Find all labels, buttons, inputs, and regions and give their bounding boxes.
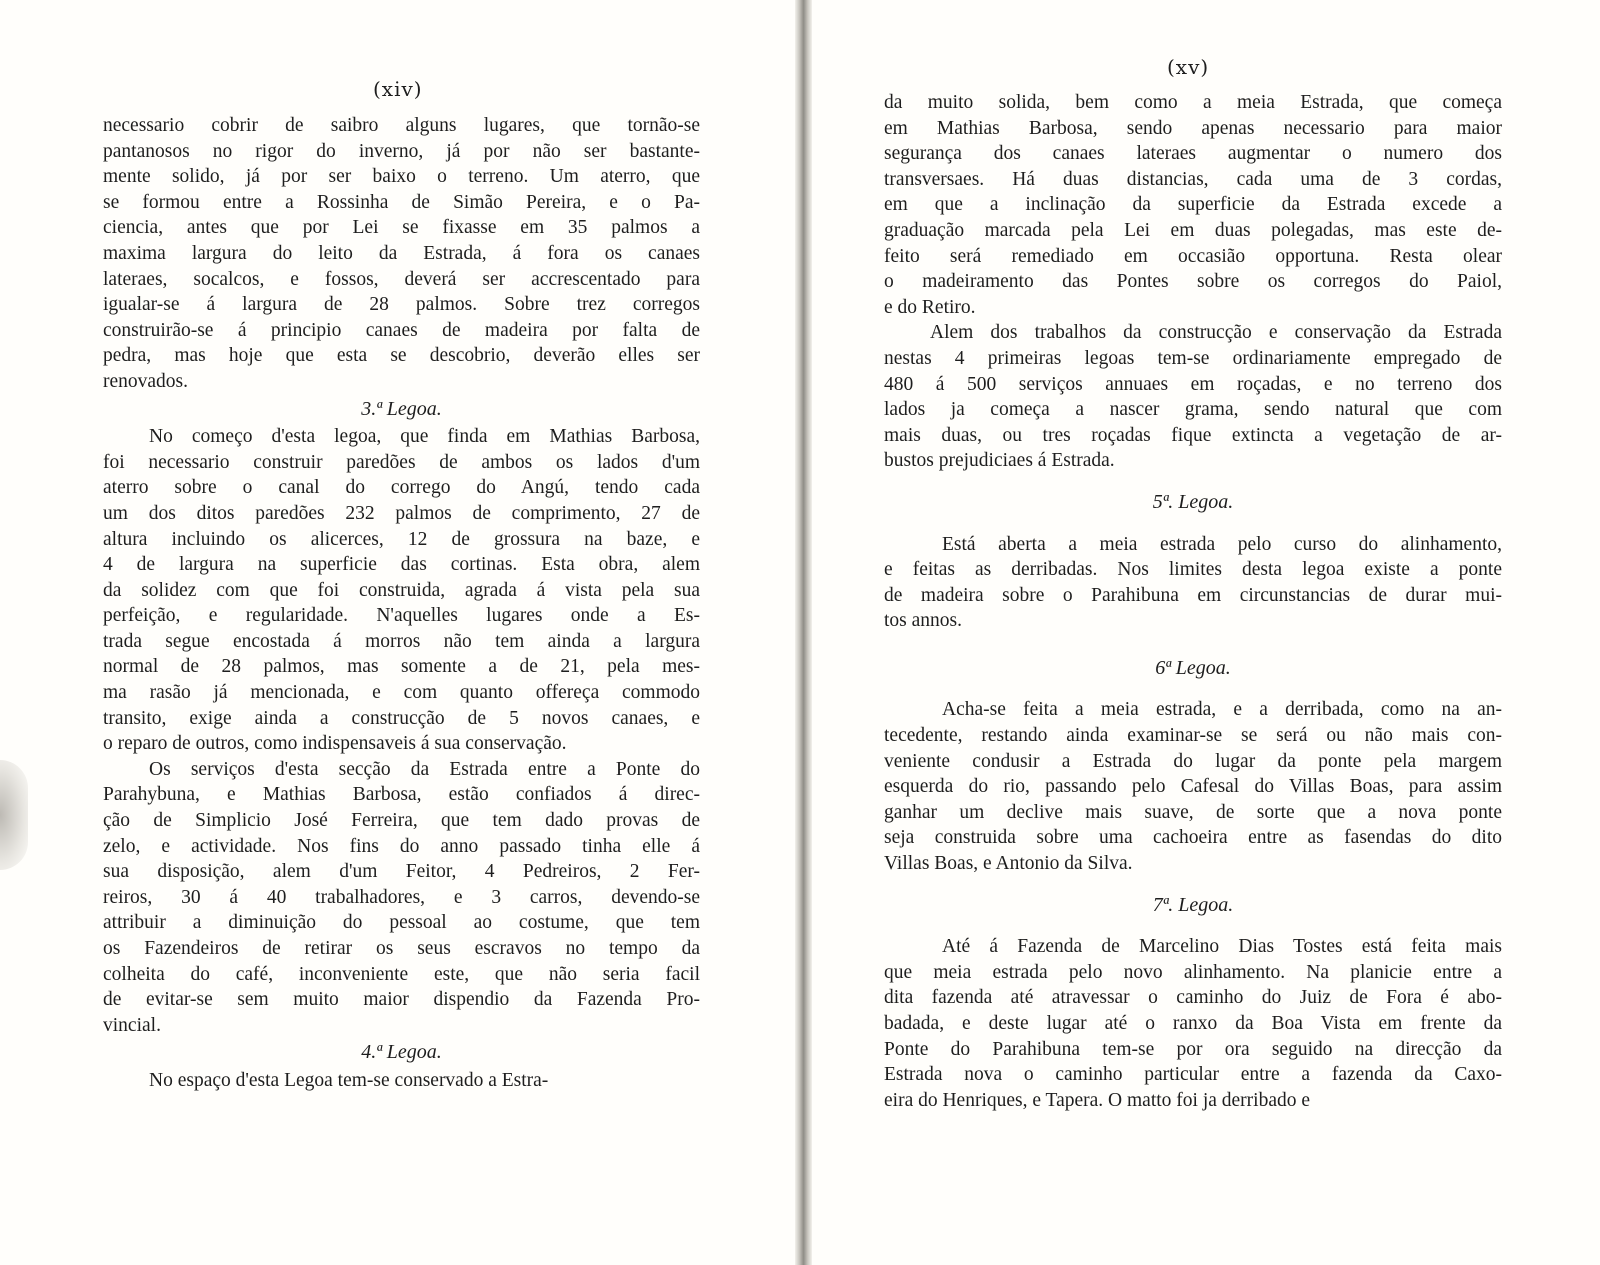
text-line: nestas 4 primeiras legoas tem-se ordinariamente empregado de: [884, 347, 1502, 369]
right-page-text: [884, 90, 1502, 1113]
right-page: [812, 0, 1600, 1265]
text-line: 4 de largura na superficie das cortinas. Esta obra, alem: [103, 554, 700, 576]
text-line: Os serviços d'esta secção da Estrada entre a Ponte do: [149, 758, 700, 780]
text-line: de evitar-se sem muito maior dispendio da Fazenda Pro-: [103, 989, 700, 1011]
text-line: igualar-se á largura de 28 palmos. Sobre trez corregos: [103, 294, 700, 316]
text-line: renovados.: [103, 370, 189, 392]
text-line: mais duas, ou tres roçadas fique extincta a vegetação de ar-: [884, 424, 1502, 446]
text-line: os Fazendeiros de retirar os seus escravos no tempo da: [103, 938, 700, 959]
text-line: feito será remediado em occasião opportuna. Resta olear: [884, 245, 1502, 267]
text-line: ção de Simplicio José Ferreira, que tem dado provas de: [103, 810, 700, 832]
section-heading: 5ª. Legoa.: [1152, 490, 1234, 513]
text-line: colheita do café, inconveniente este, que não seria facil: [103, 963, 700, 985]
text-line: necessario cobrir de saibro alguns lugares, que tornão-se: [103, 115, 700, 136]
text-line: Até á Fazenda de Marcelino Dias Tostes está feita mais: [942, 936, 1502, 958]
left-page-text: [103, 113, 700, 1094]
text-line: o madeiramento das Pontes sobre os corregos do Paiol,: [884, 271, 1502, 293]
left-page-number: (xiv): [373, 77, 423, 101]
text-line: vincial.: [103, 1014, 161, 1036]
text-line: pantanosos no rigor do inverno, já por não ser bastante-: [103, 140, 700, 162]
text-line: Está aberta a meia estrada pelo curso do alinhamento,: [942, 533, 1502, 555]
text-line: de madeira sobre o Parahibuna em circunstancias de durar mui-: [884, 584, 1502, 606]
text-line: em que a inclinação da superficie da Estrada excede a: [884, 194, 1502, 216]
paragraph: [884, 697, 1502, 876]
text-line: tos annos.: [884, 610, 962, 632]
text-line: em Mathias Barbosa, sendo apenas necessario para maior: [884, 117, 1502, 139]
text-line: perfeição, e regularidade. N'aquelles lugares onde a Es-: [103, 605, 700, 627]
spacer: [884, 877, 1502, 891]
text-line: lados ja começa a nascer grama, sendo natural que com: [884, 399, 1502, 421]
text-line: o reparo de outros, como indispensaveis á sua conservação.: [103, 733, 567, 755]
text-line: transversaes. Há duas distancias, cada uma de 3 cordas,: [884, 168, 1502, 190]
text-line: ma rasão já mencionada, e com quanto offereça commodo: [103, 682, 700, 704]
text-line: que meia estrada pelo novo alinhamento. Na planicie entre a: [884, 961, 1502, 983]
paragraph: [103, 757, 700, 1039]
text-line: da muito solida, bem como a meia Estrada, que começa: [884, 92, 1502, 113]
left-page: [0, 0, 795, 1265]
text-line: veniente condusir a Estrada do lugar da ponte pela margem: [884, 750, 1502, 772]
text-line: Estrada nova o caminho particular entre a fazenda da Caxo-: [884, 1064, 1502, 1086]
text-line: bustos prejudiciaes á Estrada.: [884, 450, 1115, 472]
text-line: construirão-se á principio canaes de madeira por falta de: [103, 319, 700, 341]
text-line: zelo, e actividade. Nos fins do anno passado tinha elle á: [103, 835, 700, 857]
text-line: maxima largura do leito da Estrada, á fora os canaes: [103, 242, 700, 264]
text-line: No espaço d'esta Legoa tem-se conservado a Estra-: [149, 1069, 549, 1091]
paragraph: [103, 113, 700, 395]
section-heading: 6ª Legoa.: [1155, 656, 1231, 679]
text-line: um dos ditos paredões 232 palmos de comprimento, 27 de: [103, 502, 700, 524]
section-heading: 4.ª Legoa.: [361, 1041, 442, 1064]
text-line: lateraes, socalcos, e fossos, deverá ser accrescentado para: [103, 268, 700, 290]
spacer: [884, 634, 1502, 654]
text-line: Ponte do Parahibuna tem-se por ora seguido na direcção da: [884, 1038, 1502, 1060]
text-line: No começo d'esta legoa, que finda em Mathias Barbosa,: [149, 426, 700, 448]
text-line: graduação marcada pela Lei em duas polegadas, mas este de-: [884, 219, 1502, 241]
spacer: [884, 474, 1502, 488]
spacer: [884, 518, 1502, 532]
text-line: sua disposição, alem d'um Feitor, 4 Pedreiros, 2 Fer-: [103, 861, 700, 883]
spacer: [884, 683, 1502, 697]
book-gutter: [795, 0, 812, 1265]
text-line: transito, exige ainda a construcção de 5 novos canaes, e: [103, 707, 700, 729]
text-line: ciencia, antes que por Lei se fixasse em 35 palmos a: [103, 217, 700, 239]
text-line: tecedente, restando ainda examinar-se se será ou não mais con-: [884, 725, 1502, 747]
right-page-number: (xv): [1167, 55, 1210, 79]
text-line: da solidez com que foi construida, agrada á vista pela sua: [103, 579, 700, 601]
text-line: Acha-se feita a meia estrada, e a derribada, como na an-: [942, 699, 1502, 721]
paragraph: [103, 424, 700, 757]
page-edge-shadow: [0, 760, 28, 870]
text-line: segurança dos canaes lateraes augmentar o numero dos: [884, 143, 1502, 165]
text-line: esquerda do rio, passando pelo Cafesal do Villas Boas, para assim: [884, 776, 1502, 798]
text-line: dita fazenda até atravessar o caminho do Juiz de Fora é abo-: [884, 987, 1502, 1009]
text-line: ganhar um declive mais suave, de sorte que a nova ponte: [884, 801, 1502, 823]
text-line: altura incluindo os alicerces, 12 de grossura na baze, e: [103, 528, 700, 550]
text-line: Alem dos trabalhos da construcção e conservação da Estrada: [930, 322, 1502, 344]
text-line: mente solido, já por ser baixo o terreno. Um aterro, que: [103, 166, 700, 188]
paragraph: [884, 320, 1502, 474]
section-heading: 7ª. Legoa.: [1152, 893, 1234, 916]
paragraph: [103, 1068, 700, 1094]
spacer: [884, 920, 1502, 934]
text-line: Villas Boas, e Antonio da Silva.: [884, 853, 1133, 875]
section-heading: 3.ª Legoa.: [361, 397, 442, 420]
text-line: seja construida sobre uma cachoeira entre as fasendas do dito: [884, 827, 1502, 849]
text-line: attribuir a diminuição do pessoal ao costume, que tem: [103, 912, 700, 934]
text-line: 480 á 500 serviços annuaes em roçadas, e no terreno dos: [884, 373, 1502, 395]
text-line: se formou entre a Rossinha de Simão Pereira, e o Pa-: [103, 191, 700, 213]
paragraph: [884, 934, 1502, 1113]
text-line: aterro sobre o canal do corrego do Angú, tendo cada: [103, 477, 700, 499]
paragraph: [884, 532, 1502, 634]
text-line: reiros, 30 á 40 trabalhadores, e 3 carros, devendo-se: [103, 886, 700, 908]
paragraph: [884, 90, 1502, 320]
text-line: eira do Henriques, e Tapera. O matto foi ja derribado e: [884, 1089, 1311, 1111]
text-line: Parahybuna, e Mathias Barbosa, estão confiados á direc-: [103, 784, 700, 806]
text-line: e do Retiro.: [884, 296, 976, 318]
text-line: badada, e deste lugar até o ranxo da Boa Vista em frente da: [884, 1013, 1502, 1034]
text-line: foi necessario construir paredões de ambos os lados d'um: [103, 451, 700, 473]
text-line: e feitas as derribadas. Nos limites desta legoa existe a ponte: [884, 559, 1502, 581]
text-line: trada segue encostada á morros não tem ainda a largura: [103, 630, 700, 652]
text-line: normal de 28 palmos, mas somente a de 21, pela mes-: [103, 656, 700, 678]
text-line: pedra, mas hoje que esta se descobrio, deverão elles ser: [103, 345, 700, 367]
